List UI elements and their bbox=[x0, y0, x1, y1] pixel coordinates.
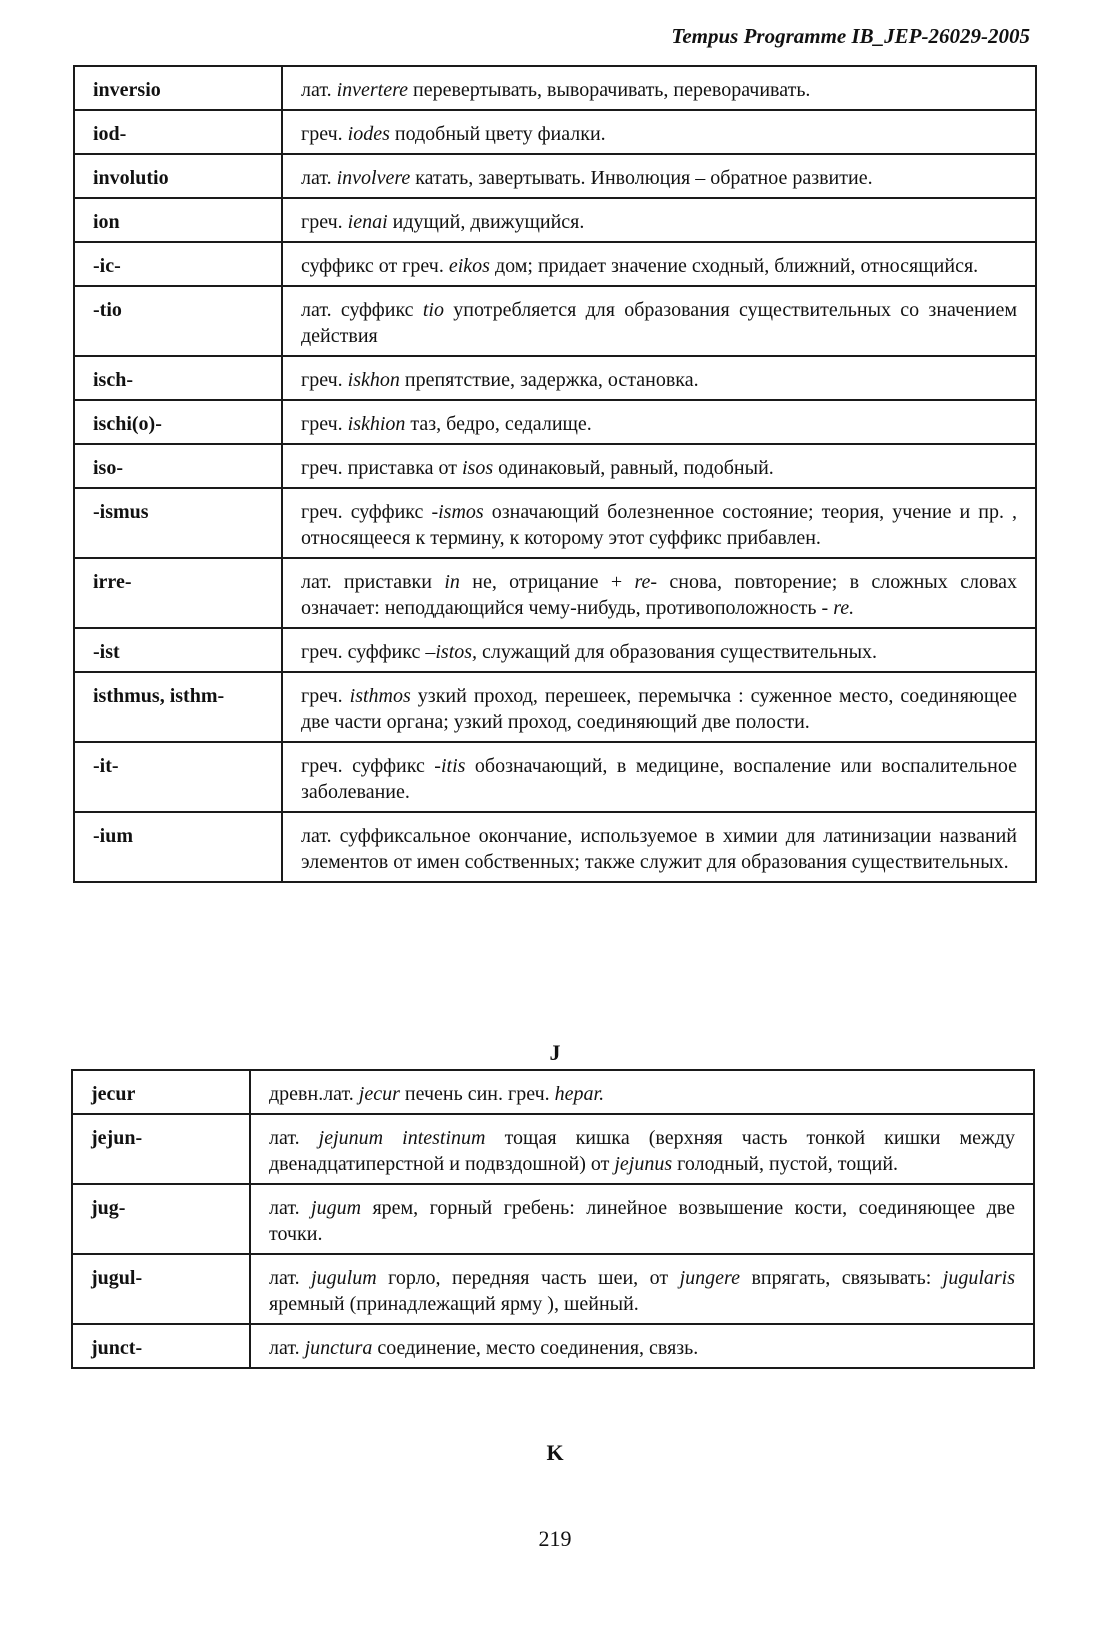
section-letter-k: K bbox=[546, 1440, 564, 1465]
entry-definition bbox=[282, 198, 1036, 242]
definition-text: яремный (принадлежащий ярму ), шейный. bbox=[269, 1293, 639, 1315]
entry-definition bbox=[282, 400, 1036, 444]
definition-italic-word: iskhon bbox=[347, 369, 400, 391]
running-header: Tempus Programme IB_JEP-26029-2005 bbox=[671, 24, 1030, 48]
definition-italic-word: jugum bbox=[311, 1197, 362, 1219]
entry-definition bbox=[282, 742, 1036, 812]
entry-term: irre- bbox=[74, 558, 282, 628]
table-row bbox=[72, 1184, 1034, 1254]
table-row bbox=[72, 1324, 1034, 1368]
definition-italic-word: isos bbox=[462, 457, 494, 479]
definition-italic-word: junctura bbox=[304, 1337, 373, 1359]
definition-italic-word: jugulum bbox=[311, 1267, 377, 1289]
table-row bbox=[74, 628, 1036, 672]
definition-text: печень син. греч. bbox=[399, 1083, 555, 1105]
table-row bbox=[74, 488, 1036, 558]
definition-text: древн.лат. bbox=[269, 1083, 359, 1105]
definition-text: не, отрицание + bbox=[459, 571, 635, 593]
entry-definition bbox=[282, 628, 1036, 672]
table-row bbox=[74, 812, 1036, 882]
definition-italic-word: isthmos bbox=[349, 685, 411, 707]
definition-text: тощая кишка (верхняя часть тонкой кишки между двенадцатиперстной и подвздошной) от bbox=[269, 1127, 1016, 1175]
entry-definition bbox=[250, 1254, 1034, 1324]
table-i-body bbox=[74, 66, 1036, 882]
table-row bbox=[74, 198, 1036, 242]
table-row bbox=[74, 356, 1036, 400]
entry-term: -ium bbox=[74, 812, 282, 882]
definition-text: голодный, пустой, тощий. bbox=[672, 1153, 899, 1175]
definition-text: означающий болезненное состояние; теория, учение и пр. , относящееся к термину, к которому этот суффикс прибавлен. bbox=[301, 501, 1017, 549]
definition-italic-word: iskhion bbox=[347, 413, 406, 435]
definition-italic-word: -ismos bbox=[431, 501, 484, 523]
entry-definition bbox=[250, 1114, 1034, 1184]
definition-italic-word: hepar. bbox=[554, 1083, 605, 1105]
dictionary-table-j bbox=[71, 1069, 1035, 1369]
definition-text: лат. bbox=[269, 1127, 319, 1149]
definition-text: греч. bbox=[301, 413, 348, 435]
entry-definition bbox=[282, 356, 1036, 400]
definition-text: ярем, горный гребень: линейное возвышение кости, соединяющее две точки. bbox=[269, 1197, 1015, 1245]
page-number: 219 bbox=[538, 1526, 572, 1551]
definition-italic-word: –istos, bbox=[425, 641, 478, 663]
entry-definition bbox=[282, 110, 1036, 154]
entry-definition bbox=[282, 488, 1036, 558]
definition-text: лат. bbox=[269, 1197, 312, 1219]
entry-definition bbox=[282, 242, 1036, 286]
definition-italic-word: involvere bbox=[336, 167, 411, 189]
table-row bbox=[74, 66, 1036, 110]
dictionary-table-i bbox=[73, 65, 1037, 883]
definition-text: греч. суффикс bbox=[301, 755, 435, 777]
definition-text: лат. bbox=[269, 1337, 305, 1359]
definition-italic-word: re- bbox=[634, 571, 658, 593]
definition-text: употребляется для образования существительных со значением действия bbox=[301, 299, 1017, 347]
definition-italic-word: -itis bbox=[434, 755, 466, 777]
entry-definition bbox=[282, 558, 1036, 628]
definition-italic-word: invertere bbox=[336, 79, 409, 101]
definition-text: горло, передняя часть шеи, от bbox=[376, 1267, 680, 1289]
table-row bbox=[74, 444, 1036, 488]
entry-term: iod- bbox=[74, 110, 282, 154]
definition-italic-word: jejunum intestinum bbox=[318, 1127, 486, 1149]
definition-text: лат. bbox=[301, 167, 337, 189]
entry-term: -ic- bbox=[74, 242, 282, 286]
entry-definition bbox=[250, 1184, 1034, 1254]
entry-term: -ismus bbox=[74, 488, 282, 558]
definition-text: обозначающий, в медицине, воспаление или воспалительное заболевание. bbox=[301, 755, 1017, 803]
entry-term: ischi(o)- bbox=[74, 400, 282, 444]
definition-text: впрягать, связывать: bbox=[739, 1267, 943, 1289]
table-j-body bbox=[72, 1070, 1034, 1368]
definition-italic-word: jungere bbox=[679, 1267, 740, 1289]
definition-text: греч. bbox=[301, 211, 348, 233]
entry-term: junct- bbox=[72, 1324, 250, 1368]
section-letter-j: J bbox=[549, 1040, 561, 1065]
definition-text: лат. bbox=[269, 1267, 312, 1289]
definition-italic-word: tio bbox=[422, 299, 444, 321]
table-row bbox=[74, 286, 1036, 356]
entry-term: iso- bbox=[74, 444, 282, 488]
definition-text: греч. приставка от bbox=[301, 457, 462, 479]
entry-definition bbox=[282, 444, 1036, 488]
definition-text: узкий проход, перешеек, перемычка : суженное место, соединяющее две части органа; узкий проход, соединяющий две полости. bbox=[301, 685, 1018, 733]
definition-text: соединение, место соединения, связь. bbox=[372, 1337, 699, 1359]
entry-definition bbox=[282, 286, 1036, 356]
definition-text: греч. суффикс bbox=[301, 641, 426, 663]
definition-text: греч. bbox=[301, 123, 348, 145]
entry-definition bbox=[282, 154, 1036, 198]
entry-term: involutio bbox=[74, 154, 282, 198]
table-row bbox=[74, 558, 1036, 628]
definition-italic-word: jugularis bbox=[942, 1267, 1016, 1289]
definition-text: дом; придает значение сходный, ближний, относящийся. bbox=[489, 255, 979, 277]
definition-italic-word: jecur bbox=[358, 1083, 400, 1105]
entry-term: jugul- bbox=[72, 1254, 250, 1324]
entry-definition bbox=[250, 1324, 1034, 1368]
entry-term: -it- bbox=[74, 742, 282, 812]
entry-term: isthmus, isthm- bbox=[74, 672, 282, 742]
entry-term: ion bbox=[74, 198, 282, 242]
definition-text: лат. приставки bbox=[301, 571, 445, 593]
entry-definition bbox=[250, 1070, 1034, 1114]
definition-text: подобный цвету фиалки. bbox=[389, 123, 606, 145]
entry-term: -ist bbox=[74, 628, 282, 672]
definition-italic-word: - re. bbox=[821, 597, 855, 619]
table-row bbox=[72, 1070, 1034, 1114]
entry-term: -tio bbox=[74, 286, 282, 356]
entry-definition bbox=[282, 66, 1036, 110]
entry-term: inversio bbox=[74, 66, 282, 110]
definition-italic-word: in bbox=[444, 571, 460, 593]
definition-text: снова, повторение; в сложных словах означает: неподдающийся чему-нибудь, противоположность bbox=[301, 571, 1017, 619]
definition-text: греч. bbox=[301, 369, 348, 391]
entry-term: jug- bbox=[72, 1184, 250, 1254]
definition-italic-word: ienai bbox=[347, 211, 388, 233]
definition-italic-word: jejunus bbox=[614, 1153, 673, 1175]
definition-text: греч. bbox=[301, 685, 350, 707]
entry-term: jejun- bbox=[72, 1114, 250, 1184]
table-row bbox=[74, 242, 1036, 286]
table-row bbox=[72, 1254, 1034, 1324]
definition-text: катать, завертывать. Инволюция – обратное развитие. bbox=[410, 167, 873, 189]
definition-text: перевертывать, выворачивать, переворачивать. bbox=[408, 79, 811, 101]
definition-italic-word: iodes bbox=[347, 123, 390, 145]
table-row bbox=[74, 154, 1036, 198]
definition-text: лат. суффикс bbox=[301, 299, 423, 321]
entry-definition bbox=[282, 812, 1036, 882]
definition-text: одинаковый, равный, подобный. bbox=[493, 457, 774, 479]
definition-italic-word: eikos bbox=[448, 255, 490, 277]
definition-text: служащий для образования существительных. bbox=[477, 641, 878, 663]
table-row bbox=[74, 672, 1036, 742]
definition-text: лат. bbox=[301, 79, 337, 101]
definition-text: препятствие, задержка, остановка. bbox=[399, 369, 699, 391]
definition-text: таз, бедро, седалище. bbox=[405, 413, 592, 435]
definition-text: лат. суффиксальное окончание, используемое в химии для латинизации названий элементов от имен собственных; также служит для образования существительных. bbox=[301, 825, 1017, 873]
definition-text: идущий, движущийся. bbox=[387, 211, 585, 233]
definition-text: суффикс от греч. bbox=[301, 255, 449, 277]
entry-term: jecur bbox=[72, 1070, 250, 1114]
table-row bbox=[74, 742, 1036, 812]
entry-definition bbox=[282, 672, 1036, 742]
definition-text: греч. суффикс bbox=[301, 501, 432, 523]
table-row bbox=[74, 400, 1036, 444]
table-row bbox=[72, 1114, 1034, 1184]
table-row bbox=[74, 110, 1036, 154]
entry-term: isch- bbox=[74, 356, 282, 400]
